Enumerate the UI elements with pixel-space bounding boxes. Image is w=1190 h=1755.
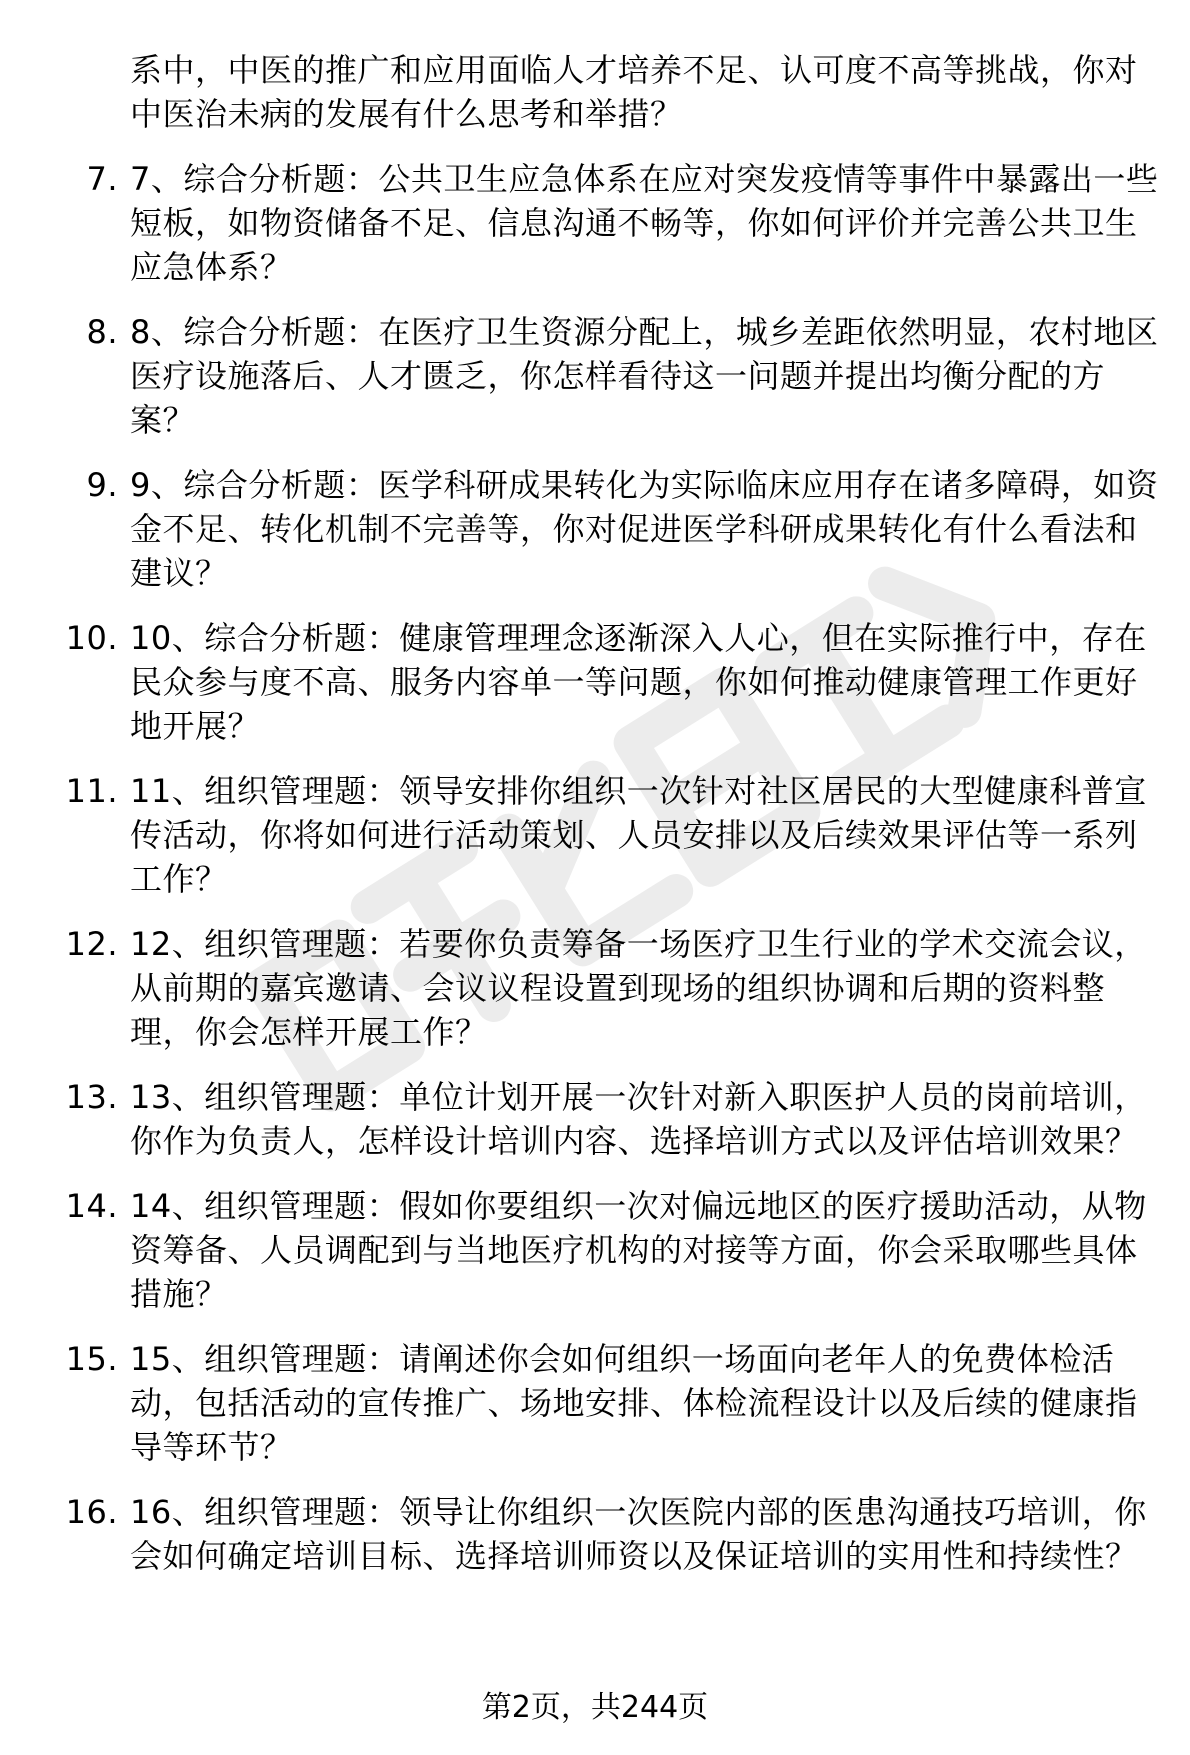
question-text: 14、组织管理题：假如你要组织一次对偏远地区的医疗援助活动，从物资筹备、人员调配到与当地医疗机构的对接等方面，你会采取哪些具体措施？: [130, 1187, 1147, 1313]
question-number: 16.: [65, 1493, 118, 1531]
continued-question-text: 系中，中医的推广和应用面临人才培养不足、认可度不高等挑战，你对中医治未病的发展有什么思考和举措？: [130, 51, 1138, 133]
list-item: [52, 1490, 1162, 1578]
list-item: [52, 616, 1162, 748]
question-text: 7、综合分析题：公共卫生应急体系在应对突发疫情等事件中暴露出一些短板，如物资储备不足、信息沟通不畅等，你如何评价并完善公共卫生应急体系？: [130, 160, 1159, 286]
question-text: 16、组织管理题：领导让你组织一次医院内部的医患沟通技巧培训，你会如何确定培训目标、选择培训师资以及保证培训的实用性和持续性？: [130, 1493, 1147, 1575]
list-item: [52, 1184, 1162, 1316]
question-content: [52, 48, 1162, 1578]
question-list: [52, 157, 1162, 1578]
page-footer: 第2页，共244页: [481, 1690, 709, 1725]
question-number: 14.: [65, 1187, 118, 1225]
question-text: 8、综合分析题：在医疗卫生资源分配上，城乡差距依然明显，农村地区医疗设施落后、人才匮乏，你怎样看待这一问题并提出均衡分配的方案？: [130, 313, 1159, 439]
list-item: [52, 463, 1162, 595]
question-text: 10、综合分析题：健康管理理念逐渐深入人心，但在实际推行中，存在民众参与度不高、服务内容单一等问题，你如何推动健康管理工作更好地开展？: [130, 619, 1147, 745]
question-text: 9、综合分析题：医学科研成果转化为实际临床应用存在诸多障碍，如资金不足、转化机制不完善等，你对促进医学科研成果转化有什么看法和建议？: [130, 466, 1159, 592]
list-item: [52, 157, 1162, 289]
list-item: [52, 769, 1162, 901]
question-number: 11.: [65, 772, 118, 810]
question-number: 9.: [86, 466, 118, 504]
question-number: 10.: [65, 619, 118, 657]
question-text: 11、组织管理题：领导安排你组织一次针对社区居民的大型健康科普宣传活动，你将如何进行活动策划、人员安排以及后续效果评估等一系列工作？: [130, 772, 1147, 898]
question-text: 12、组织管理题：若要你负责筹备一场医疗卫生行业的学术交流会议，从前期的嘉宾邀请、会议议程设置到现场的组织协调和后期的资料整理，你会怎样开展工作？: [130, 925, 1147, 1051]
list-item: [52, 922, 1162, 1054]
question-number: 13.: [65, 1078, 118, 1116]
list-item: [52, 310, 1162, 442]
question-number: 12.: [65, 925, 118, 963]
question-number: 8.: [86, 313, 118, 351]
question-number: 15.: [65, 1340, 118, 1378]
question-text: 15、组织管理题：请阐述你会如何组织一场面向老年人的免费体检活动，包括活动的宣传推广、场地安排、体检流程设计以及后续的健康指导等环节？: [130, 1340, 1138, 1466]
list-item: [52, 1337, 1162, 1469]
list-item: [52, 1075, 1162, 1163]
question-number: 7.: [86, 160, 118, 198]
question-text: 13、组织管理题：单位计划开展一次针对新入职医护人员的岗前培训，你作为负责人，怎样设计培训内容、选择培训方式以及评估培训效果？: [130, 1078, 1147, 1160]
